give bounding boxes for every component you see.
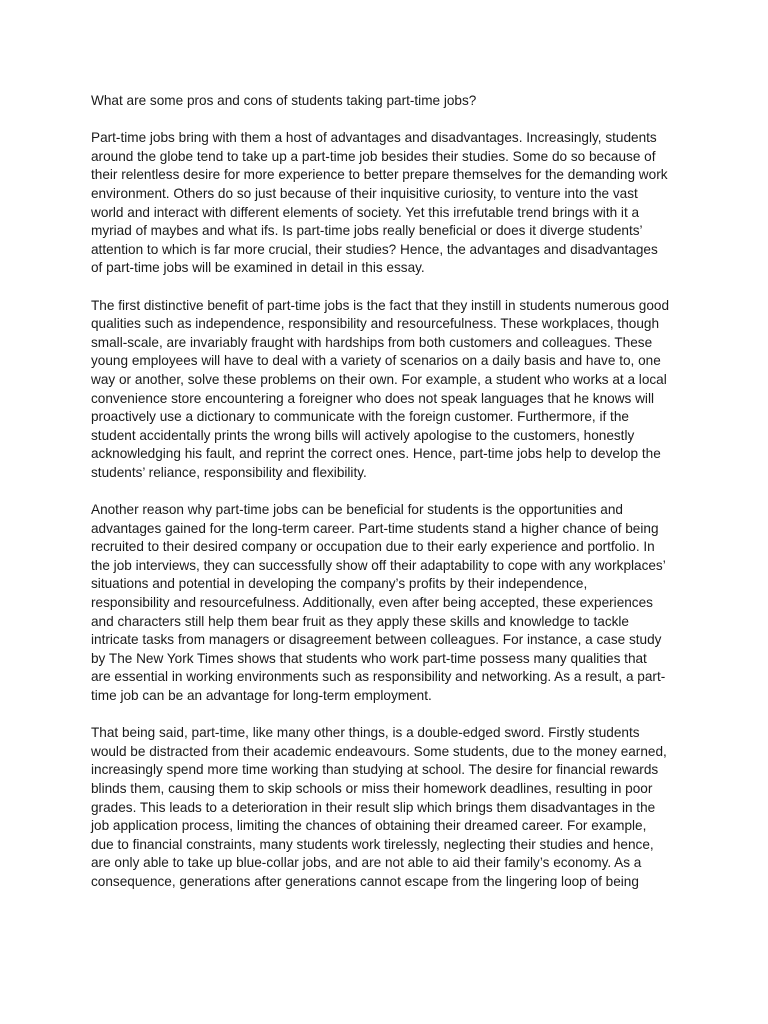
text-line: intricate tasks from managers or disagreement between colleagues. For instance, a case study bbox=[91, 632, 662, 648]
text-line: That being said, part-time, like many other things, is a double-edged sword. Firstly students bbox=[91, 725, 640, 741]
text-line: advantages gained for the long-term career. Part-time students stand a higher chance of being bbox=[91, 520, 659, 536]
text-line: job application process, limiting the chances of obtaining their dreamed career. For example, bbox=[91, 818, 647, 834]
paragraph-second-benefit bbox=[91, 501, 681, 706]
text-line: consequence, generations after generations cannot escape from the lingering loop of being bbox=[91, 873, 639, 889]
text-line: blinds them, causing them to skip schools or miss their homework deadlines, resulting in poor bbox=[91, 780, 653, 796]
paragraph-first-drawback bbox=[91, 724, 681, 891]
text-line: by The New York Times shows that students who work part-time possess many qualities that bbox=[91, 650, 647, 666]
text-line: around the globe tend to take up a part-time job besides their studies. Some do so because of bbox=[91, 148, 656, 164]
text-line: would be distracted from their academic endeavours. Some students, due to the money earned, bbox=[91, 743, 667, 759]
text-line: environment. Others do so just because of their inquisitive curiosity, to venture into the vast bbox=[91, 185, 638, 201]
text-line: proactively use a dictionary to communicate with the foreign customer. Furthermore, if the bbox=[91, 409, 629, 425]
text-line: responsibility and resourcefulness. Additionally, even after being accepted, these experiences bbox=[91, 595, 653, 611]
essay-question bbox=[91, 92, 681, 111]
text-line: situations and potential in developing the company’s profits by their independence, bbox=[91, 576, 588, 592]
text-line: the job interviews, they can successfully show off their adaptability to cope with any workplaces’ bbox=[91, 557, 666, 573]
text-line: Another reason why part-time jobs can be beneficial for students is the opportunities and bbox=[91, 502, 623, 518]
text-line: grades. This leads to a deterioration in their result slip which brings them disadvantages in the bbox=[91, 799, 656, 815]
essay-body bbox=[91, 92, 681, 910]
text-line: students’ reliance, responsibility and flexibility. bbox=[91, 464, 367, 480]
text-line: Part-time jobs bring with them a host of advantages and disadvantages. Increasingly, students bbox=[91, 130, 657, 146]
text-line: of part-time jobs will be examined in detail in this essay. bbox=[91, 260, 425, 276]
text-line: time job can be an advantage for long-term employment. bbox=[91, 688, 432, 703]
text-line: attention to which is far more crucial, their studies? Hence, the advantages and disadvantages bbox=[91, 241, 658, 257]
text-line: their relentless desire for more experience to better prepare themselves for the demanding work bbox=[91, 167, 668, 183]
text-line: way or another, solve these problems on their own. For example, a student who works at a local bbox=[91, 371, 667, 387]
text-line: small-scale, are invariably fraught with hardships from both customers and colleagues. These bbox=[91, 334, 653, 350]
text-line: due to financial constraints, many students work tirelessly, neglecting their studies and hence, bbox=[91, 836, 654, 852]
text-line: are essential in working environments such as responsibility and networking. As a result, a part- bbox=[91, 669, 666, 685]
text-line: student accidentally prints the wrong bills will actively apologise to the customers, honestly bbox=[91, 427, 635, 443]
text-line: and characters still help them bear fruit as they apply these skills and knowledge to tackle bbox=[91, 613, 629, 629]
question-text: What are some pros and cons of students taking part-time jobs? bbox=[91, 93, 477, 108]
text-line: recruited to their desired company or occupation due to their early experience and portfolio. In bbox=[91, 539, 655, 555]
text-line: increasingly spend more time working than studying at school. The desire for financial rewards bbox=[91, 762, 659, 778]
text-line: myriad of maybes and what ifs. Is part-time jobs really beneficial or does it diverge students’ bbox=[91, 223, 643, 239]
text-line: world and interact with different elements of society. Yet this irrefutable trend brings with it a bbox=[91, 204, 640, 220]
text-line: young employees will have to deal with a variety of scenarios on a daily basis and have to, one bbox=[91, 353, 661, 369]
text-line: The first distinctive benefit of part-time jobs is the fact that they instill in students numerous good bbox=[91, 297, 670, 313]
text-line: convenience store encountering a foreigner who does not speak languages that he knows will bbox=[91, 390, 654, 406]
text-line: qualities such as independence, responsibility and resourcefulness. These workplaces, though bbox=[91, 316, 660, 332]
text-line: acknowledging his fault, and reprint the correct ones. Hence, part-time jobs help to develop the bbox=[91, 446, 661, 462]
text-line: are only able to take up blue-collar jobs, and are not able to aid their family’s economy. As a bbox=[91, 855, 642, 871]
paragraph-first-benefit bbox=[91, 297, 681, 483]
paragraph-introduction bbox=[91, 129, 681, 278]
